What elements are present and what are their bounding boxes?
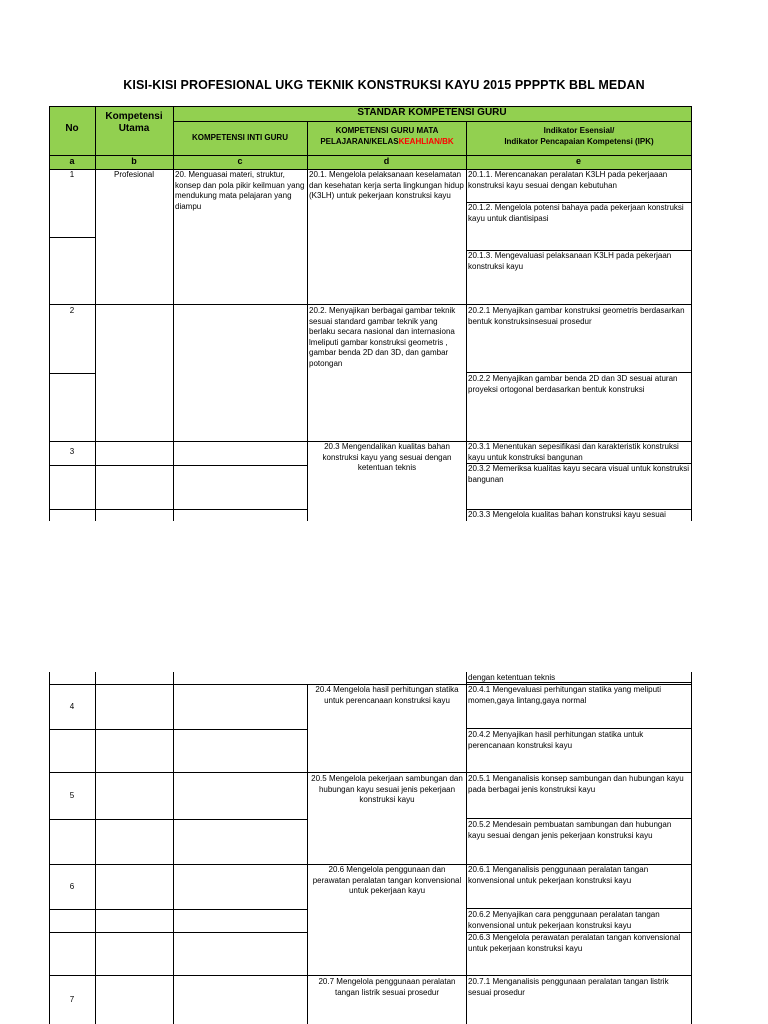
kgmp-cell: 20.1. Mengelola pelaksanaan keselamatan dan kesehatan kerja serta lingkungan hidup (K3LH) untuk pekerjaan konstruksi kayu (309, 170, 464, 200)
header-mapel-text: KOMPETENSI GURU MATA PELAJARAN/KELAS (320, 126, 439, 146)
ipk-cell: 20.3.2 Memeriksa kualitas kayu secara visual untuk konstruksi bangunan (468, 464, 689, 484)
ipk-cell-continued: dengan ketentuan teknis (468, 673, 556, 682)
kgmp-cell: 20.5 Mengelola pekerjaan sambungan dan hubungan kayu sesuai jenis pekerjaan konstruksi kayu (311, 774, 463, 804)
header-letter-b: b (131, 156, 137, 166)
header-letter-e: e (575, 156, 581, 166)
ipk-cell: 20.6.2 Menyajikan cara penggunaan peralatan tangan konvensional untuk pekerjaan konstruksi kayu (468, 910, 660, 930)
kgmp-cell: 20.7 Mengelola penggunaan peralatan tangan listrik sesuai prosedur (318, 977, 456, 997)
ipk-cell: 20.1.1. Merencanakan peralatan K3LH pada pekerjaaan konstruksi kayu sesuai dengan kebutuhan (468, 170, 668, 190)
ipk-cell: 20.2.1 Menyajikan gambar konstruksi geometris berdasarkan bentuk konstruksinsesuai prosedur (468, 306, 685, 326)
header-letter-c: c (237, 156, 243, 166)
row-number: 6 (69, 882, 75, 891)
ipk-cell: 20.6.1 Menganalisis penggunaan peralatan tangan konvensional untuk pekerjaan konstruksi kayu (468, 865, 649, 885)
header-letter-d: d (383, 156, 390, 166)
row-number: 1 (69, 170, 75, 179)
header-mapel-red: KEAHLIAN/BK (398, 136, 454, 146)
header-ipk-1: Indikator Esensial/ (543, 126, 615, 135)
ipk-cell: 20.5.2 Mendesain pembuatan sambungan dan hubungan kayu sesuai dengan jenis pekerjaan konstruksi kayu (468, 820, 672, 840)
row-number: 3 (69, 447, 75, 456)
header-inti: KOMPETENSI INTI GURU (191, 133, 288, 142)
ipk-cell: 20.4.2 Menyajikan hasil perhitungan statika untuk perencanaan konstruksi kayu (468, 730, 644, 750)
ipk-cell: 20.1.3. Mengevaluasi pelaksanaan K3LH pada pekerjaan konstruksi kayu (468, 251, 672, 271)
ipk-cell: 20.7.1 Menganalisis penggunaan peralatan tangan listrik sesuai prosedur (468, 977, 669, 997)
row-number: 5 (69, 791, 75, 800)
ipk-cell: 20.6.3 Mengelola perawatan peralatan tangan konvensional untuk pekerjaan konstruksi kayu (468, 933, 681, 953)
header-ipk-2: Indikator Pencapaian Kompetensi (IPK) (504, 137, 654, 146)
row-number: 2 (69, 306, 75, 315)
kompetensi-utama-cell: Profesional (113, 170, 155, 179)
ipk-cell: 20.2.2 Menyajikan gambar benda 2D dan 3D sesuai aturan proyeksi ortogonal berdasarkan bentuk konstruksi (468, 374, 678, 394)
row-number: 4 (69, 702, 75, 711)
kgmp-cell: 20.2. Menyajikan berbagai gambar teknik sesuai standard gambar teknik yang berlaku secara nasional dan internasiona lmeliputi gambar konstruksi geometris , gambar benda 2D dan 3D, dan gambar potongan (309, 306, 456, 368)
ipk-cell: 20.1.2. Mengelola potensi bahaya pada pekerjaan konstruksi kayu untuk diantisipasi (468, 203, 684, 223)
header-no: No (65, 123, 79, 134)
header-letter-a: a (69, 156, 75, 166)
kgmp-cell: 20.3 Mengendalikan kualitas bahan konstruksi kayu yang sesuai dengan ketentuan teknis (322, 442, 452, 472)
header-mapel (308, 126, 466, 147)
ipk-cell: 20.3.3 Mengelola kualitas bahan konstruksi kayu sesuai (468, 510, 666, 519)
ipk-cell: 20.4.1 Mengevaluasi perhitungan statika yang meliputi momen,gaya lintang,gaya normal (468, 685, 662, 705)
row-number: 7 (69, 995, 75, 1004)
kgmp-cell: 20.4 Mengelola hasil perhitungan statika untuk perencanaan konstruksi kayu (315, 685, 459, 705)
header-standar: STANDAR KOMPETENSI GURU (357, 107, 507, 118)
ipk-cell: 20.3.1 Menentukan sepesifikasi dan karakteristik konstruksi kayu untuk konstruksi bangunan (468, 442, 679, 462)
page-title: KISI-KISI PROFESIONAL UKG TEKNIK KONSTRUKSI KAYU 2015 PPPPTK BBL MEDAN (123, 78, 645, 92)
header-kompetensi-utama: Kompetensi Utama (105, 111, 163, 134)
kompetensi-inti-cell: 20. Menguasai materi, struktur, konsep dan pola pikir keilmuan yang mendukung mata pelajaran yang diampu (175, 170, 305, 211)
ipk-cell: 20.5.1 Menganalisis konsep sambungan dan hubungan kayu pada berbagai jenis konstruksi kayu (468, 774, 684, 794)
kgmp-cell: 20.6 Mengelola penggunaan dan perawatan peralatan tangan konvensional untuk pekerjaan kayu (312, 865, 462, 895)
